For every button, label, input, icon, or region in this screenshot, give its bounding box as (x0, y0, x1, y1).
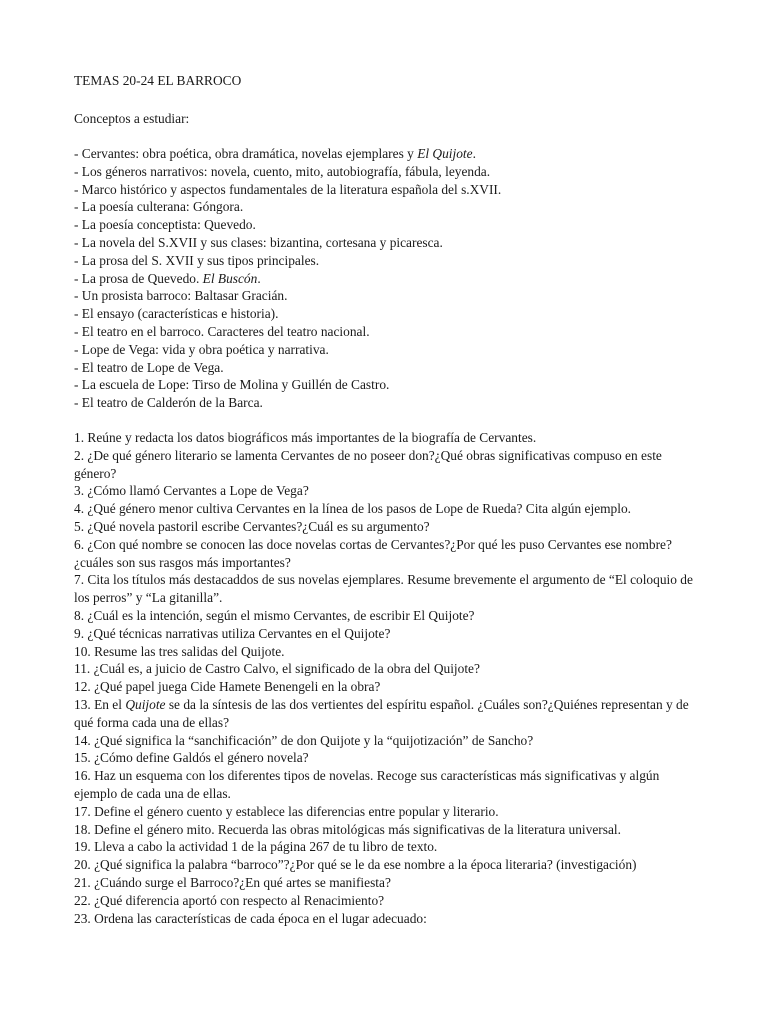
concept-item: - El ensayo (características e historia). (74, 306, 279, 322)
question-item: 5. ¿Qué novela pastoril escribe Cervantes?¿Cuál es su argumento? (74, 518, 430, 534)
concept-item (74, 270, 734, 288)
question-item: 17. Define el género cuento y establece las diferencias entre popular y literario. (74, 803, 499, 819)
question-item: 8. ¿Cuál es la intención, según el mismo Cervantes, de escribir El Quijote? (74, 607, 475, 623)
concept-text: . (257, 270, 261, 286)
concept-italic-title: El Buscón (202, 270, 258, 286)
concept-item: - La prosa del S. XVII y sus tipos principales. (74, 252, 320, 268)
concept-item: - Lope de Vega: vida y obra poética y narrativa. (74, 341, 329, 357)
question-item: 7. Cita los títulos más destacaddos de sus novelas ejemplares. Resume brevemente el argumento de “El coloquio de los perros” y “La gitanilla”. (74, 572, 693, 606)
question-item: 10. Resume las tres salidas del Quijote. (74, 643, 285, 659)
question-item: 21. ¿Cuándo surge el Barroco?¿En qué artes se manifiesta? (74, 874, 391, 890)
concept-item: - La poesía culterana: Góngora. (74, 199, 244, 215)
document-title: TEMAS 20-24 EL BARROCO (74, 73, 242, 88)
question-text: se da la síntesis de las dos vertientes del espíritu español. ¿Cuáles son?¿Quiénes representan y de qué forma cada una de ellas? (74, 696, 689, 730)
question-item: 1. Reúne y redacta los datos biográficos más importantes de la biografía de Cervantes. (74, 430, 537, 445)
concept-text: . (472, 146, 476, 161)
concept-item: - La escuela de Lope: Tirso de Molina y Guillén de Castro. (74, 377, 390, 393)
concept-item: - Marco histórico y aspectos fundamentales de la literatura española del s.XVII. (74, 181, 502, 197)
question-item: 12. ¿Qué papel juega Cide Hamete Benengeli en la obra? (74, 679, 381, 695)
question-item: 20. ¿Qué significa la palabra “barroco”?¿Por qué se le da ese nombre a la época literaria? (investigación) (74, 857, 637, 873)
concept-italic-title: El Quijote (417, 146, 473, 161)
question-item: 11. ¿Cuál es, a juicio de Castro Calvo, el significado de la obra del Quijote? (74, 661, 480, 677)
question-item: 14. ¿Qué significa la “sanchificación” de don Quijote y la “quijotización” de Sancho? (74, 732, 534, 748)
question-item: 9. ¿Qué técnicas narrativas utiliza Cervantes en el Quijote? (74, 625, 391, 641)
question-item (74, 696, 694, 732)
question-item: 15. ¿Cómo define Galdós el género novela? (74, 750, 309, 766)
concept-item: - El teatro de Calderón de la Barca. (74, 395, 263, 411)
concepts-list (74, 145, 734, 412)
question-item: 4. ¿Qué género menor cultiva Cervantes en la línea de los pasos de Lope de Rueda? Cita algún ejemplo. (74, 501, 632, 517)
concept-item (74, 145, 734, 163)
question-item: 16. Haz un esquema con los diferentes tipos de novelas. Recoge sus características más significativas y algún ejemplo de cada una de ellas. (74, 768, 660, 801)
question-item: 19. Lleva a cabo la actividad 1 de la página 267 de tu libro de texto. (74, 839, 438, 855)
concept-text: - Cervantes: obra poética, obra dramática, novelas ejemplares y (74, 146, 418, 161)
question-item: 6. ¿Con qué nombre se conocen las doce novelas cortas de Cervantes?¿Por qué les puso Cervantes ese nombre?¿cuáles son sus rasgos más importantes? (74, 536, 672, 570)
concept-item: - La poesía conceptista: Quevedo. (74, 217, 256, 233)
concepts-heading: Conceptos a estudiar: (74, 111, 190, 126)
question-text: 13. En el (74, 696, 126, 712)
question-italic-title: Quijote (125, 696, 166, 712)
question-item: 3. ¿Cómo llamó Cervantes a Lope de Vega? (74, 483, 309, 499)
question-item: 23. Ordena las características de cada época en el lugar adecuado: (74, 910, 427, 926)
question-item: 2. ¿De qué género literario se lamenta Cervantes de no poseer don?¿Qué obras significativas compuso en este género? (74, 447, 662, 481)
question-item: 18. Define el género mito. Recuerda las obras mitológicas más significativas de la literatura universal. (74, 821, 621, 837)
question-item: 22. ¿Qué diferencia aportó con respecto al Renacimiento? (74, 892, 385, 908)
questions-list (74, 429, 694, 927)
concept-item: - El teatro en el barroco. Caracteres del teatro nacional. (74, 323, 370, 339)
concept-item: - Los géneros narrativos: novela, cuento, mito, autobiografía, fábula, leyenda. (74, 163, 491, 179)
concept-text: - La prosa de Quevedo. (74, 270, 203, 286)
concept-item: - Un prosista barroco: Baltasar Gracián. (74, 288, 288, 304)
concept-item: - El teatro de Lope de Vega. (74, 359, 224, 375)
concept-item: - La novela del S.XVII y sus clases: bizantina, cortesana y picaresca. (74, 234, 443, 250)
